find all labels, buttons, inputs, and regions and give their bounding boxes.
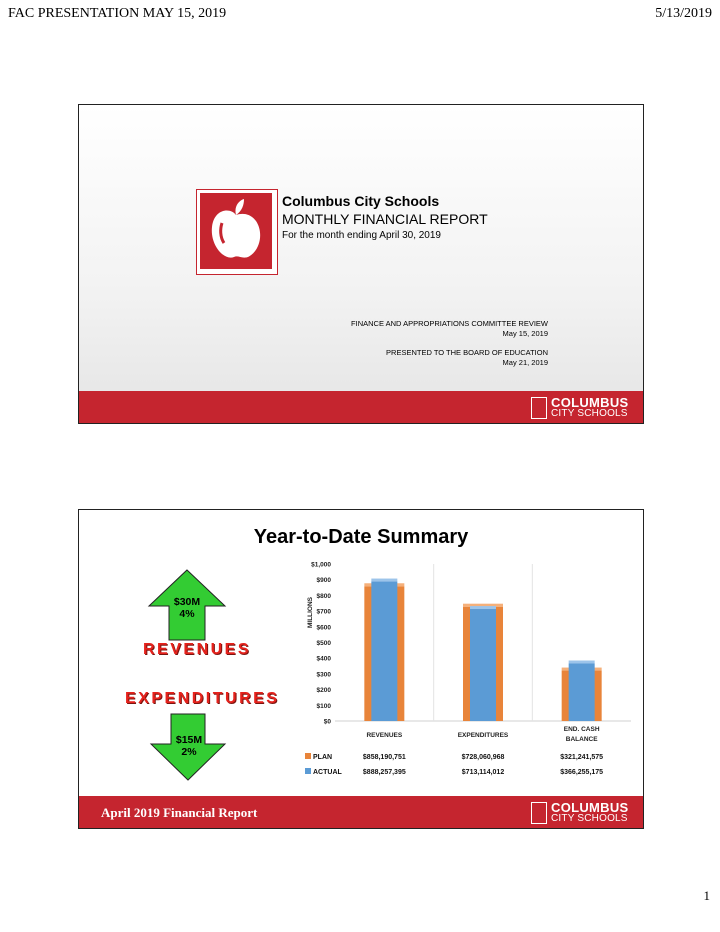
revenue-change-amount: $30M xyxy=(173,596,201,608)
y-tick-label: $500 xyxy=(316,640,331,647)
title-slide xyxy=(78,104,644,424)
brand-apple-icon xyxy=(531,397,547,419)
header-date: 5/13/2019 xyxy=(655,6,712,21)
plan-table-value: $858,190,751 xyxy=(362,754,406,761)
slide-title: Year-to-Date Summary xyxy=(253,526,469,548)
plan-table-value: $728,060,968 xyxy=(461,754,505,761)
presented-line: PRESENTED TO THE BOARD OF EDUCATION xyxy=(386,348,548,357)
y-tick-label: $700 xyxy=(316,608,331,616)
revenues-label: REVENUES xyxy=(143,641,252,658)
actual-table-value: $366,255,175 xyxy=(560,769,604,776)
actual-table-value: $888,257,395 xyxy=(362,769,406,776)
expenditure-change-percent: 2% xyxy=(181,746,197,758)
category-label: BALANCE xyxy=(565,736,598,743)
y-tick-label: $0 xyxy=(323,718,331,726)
y-tick-label: $600 xyxy=(316,624,331,632)
category-label: EXPENDITURES xyxy=(457,732,509,739)
actual-table-value: $713,114,012 xyxy=(461,769,505,776)
actual-bar xyxy=(470,609,496,721)
report-title: MONTHLY FINANCIAL REPORT xyxy=(282,211,488,227)
plan-legend-swatch xyxy=(305,753,311,759)
revenue-change xyxy=(167,596,207,620)
summary-slide xyxy=(78,509,644,829)
presented-date: May 21, 2019 xyxy=(502,358,548,367)
page-header xyxy=(8,6,712,24)
plan-legend-label: PLAN xyxy=(313,754,333,761)
actual-bar-top xyxy=(470,606,496,609)
apple-logo xyxy=(196,189,278,275)
apple-icon xyxy=(200,193,272,269)
report-period: For the month ending April 30, 2019 xyxy=(282,230,441,241)
brand-bottom: CITY SCHOOLS xyxy=(551,813,628,824)
expenditure-change xyxy=(169,734,209,758)
actual-bar-top xyxy=(371,579,397,582)
y-tick-label: $300 xyxy=(316,671,331,679)
y-tick-label: $900 xyxy=(316,577,331,585)
category-label: END. CASH xyxy=(563,726,600,733)
page-number: 1 xyxy=(703,888,710,903)
footer-title: April 2019 Financial Report xyxy=(101,805,258,820)
actual-bar-top xyxy=(569,660,595,663)
brand-top: COLUMBUS xyxy=(551,395,629,410)
presentation-title: FAC PRESENTATION MAY 15, 2019 xyxy=(8,6,227,21)
expenditure-change-amount: $15M xyxy=(175,734,203,746)
actual-bar xyxy=(569,663,595,721)
review-block xyxy=(351,319,548,368)
actual-bar xyxy=(371,582,397,721)
title-block xyxy=(282,193,488,241)
y-axis-title: MILLIONS xyxy=(307,596,314,629)
actual-legend-label: ACTUAL xyxy=(313,769,342,776)
y-tick-label: $1,000 xyxy=(311,561,331,569)
ytd-bar-chart xyxy=(303,558,633,784)
footer-bar xyxy=(79,391,643,423)
brand-bottom: CITY SCHOOLS xyxy=(551,408,628,419)
org-name: Columbus City Schools xyxy=(282,193,440,209)
revenue-change-percent: 4% xyxy=(179,608,195,620)
brand-top: COLUMBUS xyxy=(551,800,629,815)
actual-legend-swatch xyxy=(305,768,311,774)
brand-logo xyxy=(531,394,639,420)
footer-bar xyxy=(79,796,643,828)
y-tick-label: $200 xyxy=(316,687,331,695)
brand-apple-icon xyxy=(531,802,547,824)
plan-table-value: $321,241,575 xyxy=(560,754,604,761)
review-date: May 15, 2019 xyxy=(502,329,548,338)
expenditures-label: EXPENDITURES xyxy=(125,690,280,707)
y-tick-label: $400 xyxy=(316,655,331,663)
brand-logo xyxy=(531,799,639,825)
category-label: REVENUES xyxy=(366,732,403,739)
y-tick-label: $100 xyxy=(316,702,331,710)
y-tick-label: $800 xyxy=(316,592,331,600)
review-line: FINANCE AND APPROPRIATIONS COMMITTEE REVIEW xyxy=(351,319,548,328)
